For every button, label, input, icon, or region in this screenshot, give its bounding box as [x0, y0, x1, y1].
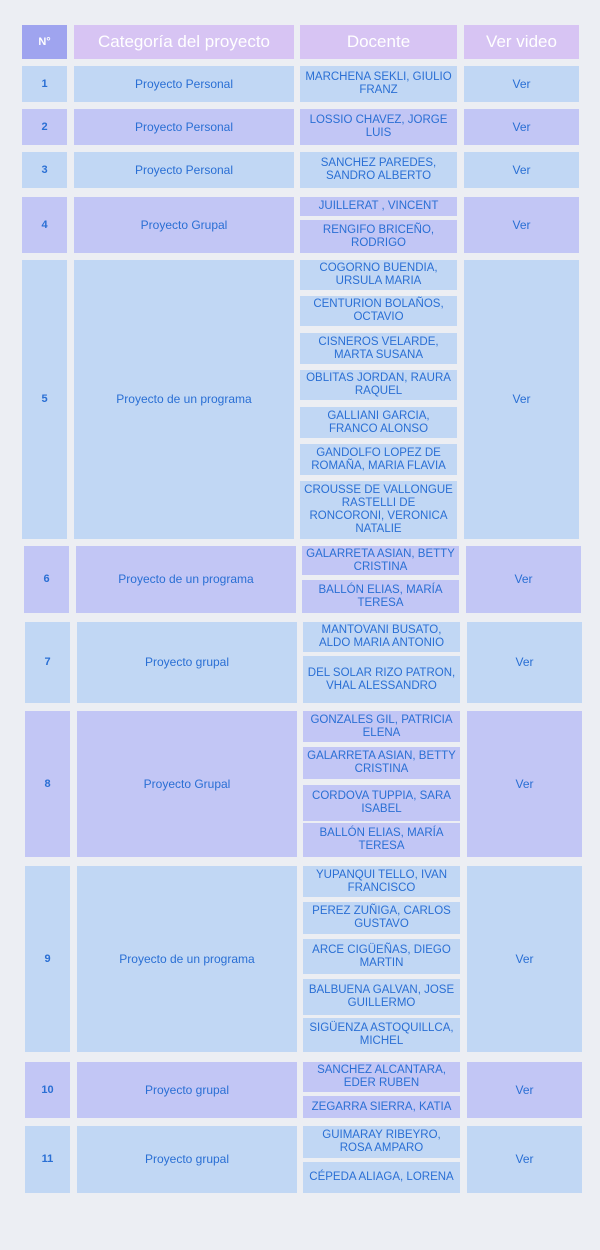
- ver-video-link[interactable]: Ver: [464, 197, 579, 253]
- teacher-name: RENGIFO BRICEÑO, RODRIGO: [300, 220, 457, 253]
- teacher-name: GALLIANI GARCIA, FRANCO ALONSO: [300, 407, 457, 438]
- ver-video-link[interactable]: Ver: [467, 1062, 582, 1118]
- row-number: 6: [24, 546, 69, 613]
- ver-video-link[interactable]: Ver: [464, 66, 579, 102]
- ver-video-link[interactable]: Ver: [464, 152, 579, 188]
- row-category: Proyecto de un programa: [76, 546, 296, 613]
- row-category: Proyecto Grupal: [74, 197, 294, 253]
- teacher-name: CENTURION BOLAÑOS, OCTAVIO: [300, 296, 457, 326]
- row-category: Proyecto Personal: [74, 66, 294, 102]
- row-category: Proyecto grupal: [77, 1126, 297, 1193]
- teacher-name: CISNEROS VELARDE, MARTA SUSANA: [300, 333, 457, 364]
- row-number: 1: [22, 66, 67, 102]
- teacher-name: BALBUENA GALVAN, JOSE GUILLERMO: [303, 979, 460, 1015]
- row-number: 7: [25, 622, 70, 703]
- teacher-name: OBLITAS JORDAN, RAURA RAQUEL: [300, 370, 457, 400]
- teacher-name: CROUSSE DE VALLONGUE RASTELLI DE RONCORONI, VERONICA NATALIE: [300, 481, 457, 539]
- teacher-name: SANCHEZ ALCANTARA, EDER RUBEN: [303, 1062, 460, 1092]
- teacher-name: SIGÜENZA ASTOQUILLCA, MICHEL: [303, 1018, 460, 1052]
- row-number: 2: [22, 109, 67, 145]
- teacher-name: PEREZ ZUÑIGA, CARLOS GUSTAVO: [303, 902, 460, 934]
- teacher-name: CORDOVA TUPPIA, SARA ISABEL: [303, 785, 460, 821]
- teacher-name: JUILLERAT , VINCENT: [300, 197, 457, 216]
- teacher-name: GUIMARAY RIBEYRO, ROSA AMPARO: [303, 1126, 460, 1158]
- ver-video-link[interactable]: Ver: [467, 1126, 582, 1193]
- teacher-name: BALLÓN ELIAS, MARÍA TERESA: [302, 580, 459, 613]
- ver-video-link[interactable]: Ver: [464, 109, 579, 145]
- teacher-name: BALLÓN ELIAS, MARÍA TERESA: [303, 823, 460, 857]
- row-number: 9: [25, 866, 70, 1052]
- teacher-name: GALARRETA ASIAN, BETTY CRISTINA: [303, 747, 460, 779]
- header-teacher: Docente: [300, 25, 457, 59]
- teacher-name: COGORNO BUENDIA, URSULA MARIA: [300, 260, 457, 290]
- header-video: Ver video: [464, 25, 579, 59]
- teacher-name: MANTOVANI BUSATO, ALDO MARIA ANTONIO: [303, 622, 460, 652]
- ver-video-link[interactable]: Ver: [466, 546, 581, 613]
- teacher-name: ZEGARRA SIERRA, KATIA: [303, 1096, 460, 1118]
- row-number: 10: [25, 1062, 70, 1118]
- row-category: Proyecto Grupal: [77, 711, 297, 857]
- row-number: 4: [22, 197, 67, 253]
- teacher-name: GANDOLFO LOPEZ DE ROMAÑA, MARIA FLAVIA: [300, 444, 457, 475]
- row-number: 11: [25, 1126, 70, 1193]
- row-number: 3: [22, 152, 67, 188]
- teacher-name: CÉPEDA ALIAGA, LORENA: [303, 1162, 460, 1193]
- teacher-name: SANCHEZ PAREDES, SANDRO ALBERTO: [300, 152, 457, 188]
- row-number: 5: [22, 260, 67, 539]
- header-number: N°: [22, 25, 67, 59]
- row-category: Proyecto de un programa: [74, 260, 294, 539]
- ver-video-link[interactable]: Ver: [467, 866, 582, 1052]
- teacher-name: DEL SOLAR RIZO PATRON, VHAL ALESSANDRO: [303, 656, 460, 703]
- teacher-name: GALARRETA ASIAN, BETTY CRISTINA: [302, 546, 459, 575]
- row-category: Proyecto grupal: [77, 622, 297, 703]
- row-number: 8: [25, 711, 70, 857]
- row-category: Proyecto de un programa: [77, 866, 297, 1052]
- ver-video-link[interactable]: Ver: [467, 622, 582, 703]
- teacher-name: GONZALES GIL, PATRICIA ELENA: [303, 711, 460, 742]
- header-category: Categoría del proyecto: [74, 25, 294, 59]
- row-category: Proyecto Personal: [74, 152, 294, 188]
- row-category: Proyecto Personal: [74, 109, 294, 145]
- teacher-name: MARCHENA SEKLI, GIULIO FRANZ: [300, 66, 457, 102]
- ver-video-link[interactable]: Ver: [467, 711, 582, 857]
- teacher-name: LOSSIO CHAVEZ, JORGE LUIS: [300, 109, 457, 145]
- teacher-name: ARCE CIGÜEÑAS, DIEGO MARTIN: [303, 939, 460, 974]
- teacher-name: YUPANQUI TELLO, IVAN FRANCISCO: [303, 866, 460, 897]
- row-category: Proyecto grupal: [77, 1062, 297, 1118]
- ver-video-link[interactable]: Ver: [464, 260, 579, 539]
